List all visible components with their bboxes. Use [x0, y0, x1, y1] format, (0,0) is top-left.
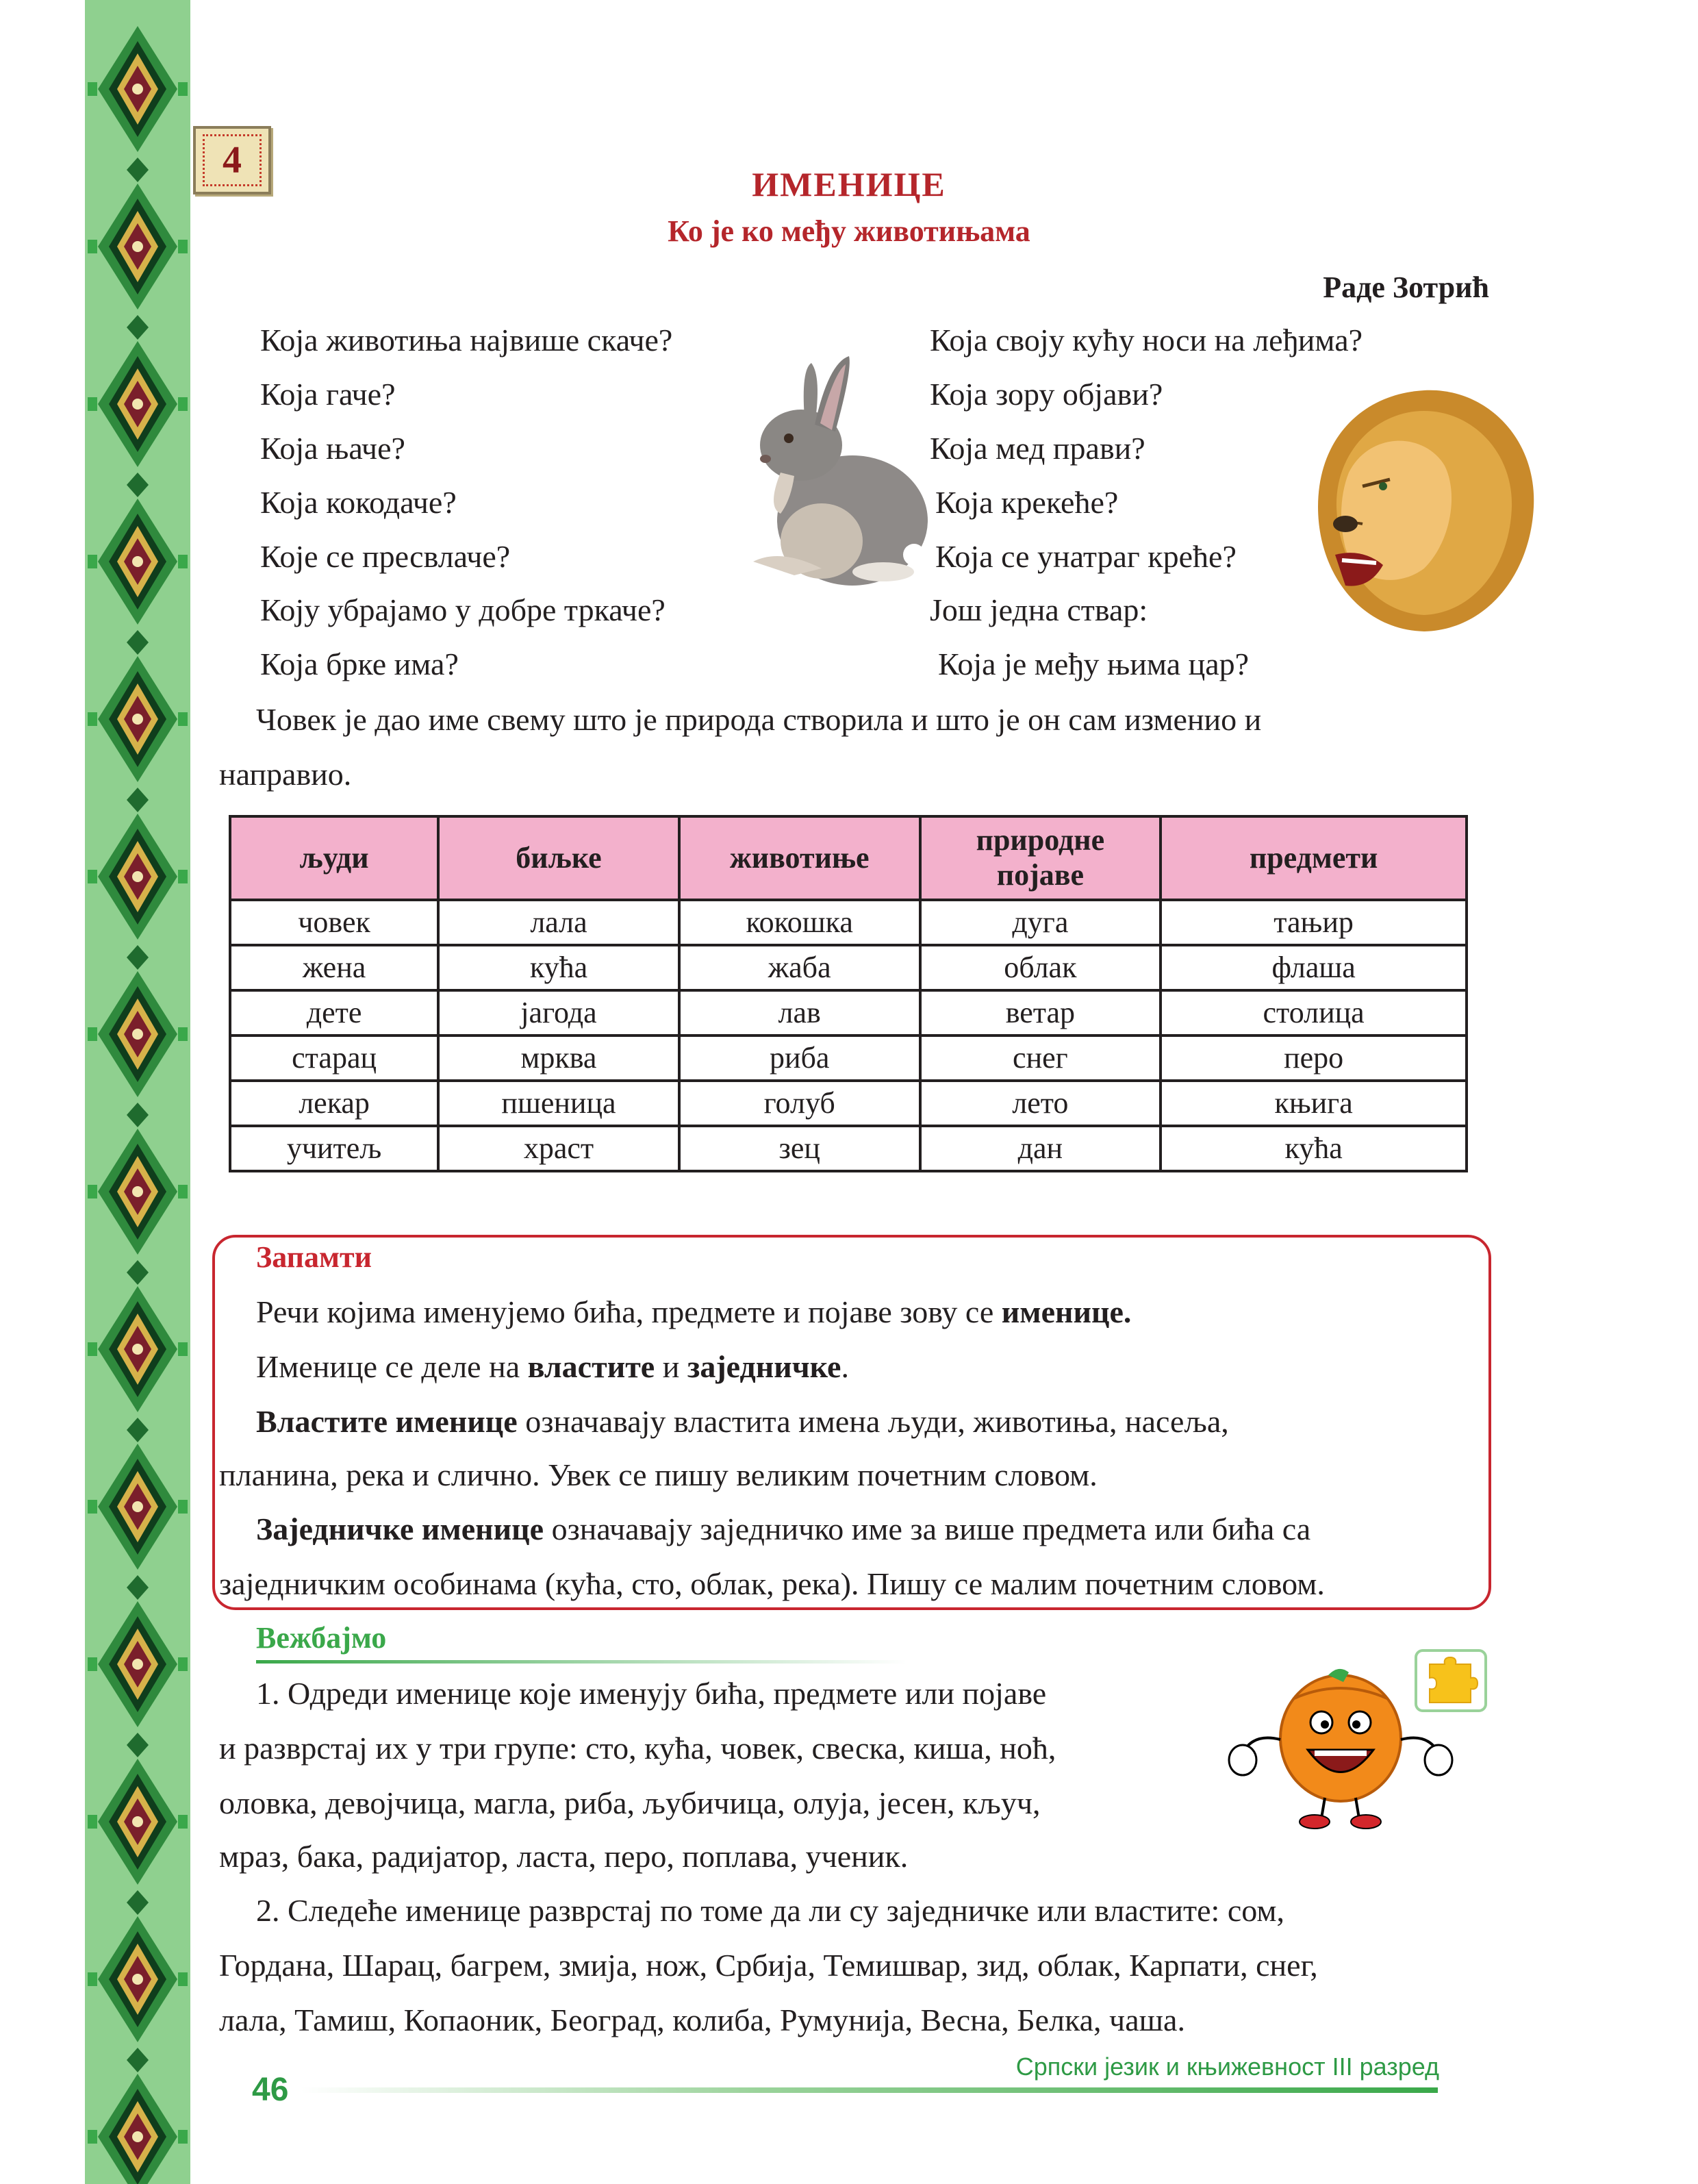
remember-text: Именице се деле на [256, 1349, 528, 1384]
ornament-motif [88, 656, 188, 812]
remember-text: . [841, 1349, 849, 1384]
ornament-motif [88, 971, 188, 1127]
table-cell: ветар [920, 990, 1161, 1035]
remember-text: Речи којима именујемо бића, предмете и појаве зову се [256, 1294, 1002, 1329]
practice-divider [256, 1660, 907, 1664]
table-cell: дан [920, 1126, 1161, 1171]
nouns-table [229, 815, 1468, 1172]
intro-line-1: Човек је дао име свему што је природа створила и што је он сам изменио и [256, 702, 1262, 737]
remember-line-2 [256, 1348, 849, 1385]
table-cell: лала [438, 900, 679, 945]
task-2-line-2: Гордана, Шарац, багрем, змија, нож, Србија, Темишвар, зид, облак, Карпати, снег, [219, 1948, 1318, 1983]
table-header-cell [920, 816, 1161, 900]
task-1-line-1: 1. Одреди именице које именују бића, предмете или појаве [256, 1676, 1047, 1711]
table-cell: лав [679, 990, 920, 1035]
table-header-row [230, 816, 1467, 900]
table-cell: снег [920, 1035, 1161, 1081]
remember-bold: Властите именице [256, 1404, 518, 1439]
table-header-text: природне појаве [976, 823, 1105, 892]
remember-bold: Заједничке именице [256, 1511, 544, 1546]
poem-line: Која кокодаче? [260, 485, 457, 520]
poem-line: Која њаче? [260, 431, 405, 466]
remember-bold: именице. [1001, 1294, 1132, 1329]
poem-line: Које се пресвлаче? [260, 539, 511, 574]
table-cell: човек [230, 900, 438, 945]
table-cell: облак [920, 945, 1161, 990]
book-title: Српски језик и књижевност III разред [1015, 2053, 1439, 2081]
table-cell: храст [438, 1126, 679, 1171]
page-number: 46 [252, 2072, 289, 2108]
poem-line: Која крекеће? [935, 485, 1119, 520]
table-cell: столица [1161, 990, 1467, 1035]
ornament-motif [88, 1129, 188, 1285]
remember-bold: заједничке [687, 1349, 841, 1384]
remember-title: Запамти [256, 1240, 372, 1274]
ornament-motif [88, 26, 188, 182]
poem-line: Коју убрајамо у добре тркаче? [260, 592, 666, 627]
remember-line-1 [256, 1294, 1131, 1330]
table-cell: књига [1161, 1081, 1467, 1126]
table-cell: старац [230, 1035, 438, 1081]
table-cell: жена [230, 945, 438, 990]
task-2-line-3: лала, Тамиш, Копаоник, Београд, колиба, Румунија, Весна, Белка, чаша. [219, 2003, 1185, 2037]
remember-text: означавају заједничко име за више предмета или бића са [544, 1511, 1311, 1546]
poem-title: Ко је ко међу животињама [668, 214, 1030, 248]
table-header-cell: биљке [438, 816, 679, 900]
lesson-number: 4 [223, 139, 242, 181]
ornament-motif [88, 499, 188, 655]
table-cell: дете [230, 990, 438, 1035]
poem-line: Која се унатраг креће? [935, 539, 1237, 574]
table-row [230, 945, 1467, 990]
task-1-line-2: и разврстај их у три групе: сто, кућа, човек, свеска, киша, ноћ, [219, 1731, 1056, 1766]
remember-text: и [655, 1349, 687, 1384]
table-cell: дуга [920, 900, 1161, 945]
table-cell: жаба [679, 945, 920, 990]
lesson-number-badge [193, 126, 271, 194]
table-cell: голуб [679, 1081, 920, 1126]
table-row [230, 1081, 1467, 1126]
table-cell: кућа [1161, 1126, 1467, 1171]
poem-line: Која брке има? [260, 647, 459, 681]
table-cell: перо [1161, 1035, 1467, 1081]
remember-line-3 [256, 1403, 1229, 1440]
table-cell: лекар [230, 1081, 438, 1126]
poem-author: Раде Зотрић [1323, 271, 1489, 304]
table-header-cell: животиње [679, 816, 920, 900]
table-cell: кокошка [679, 900, 920, 945]
table-cell: мрква [438, 1035, 679, 1081]
ornament-motif [88, 2074, 188, 2184]
ornament-motif [88, 1916, 188, 2072]
practice-title: Вежбајмо [256, 1621, 387, 1655]
table-cell: тањир [1161, 900, 1467, 945]
table-row [230, 990, 1467, 1035]
remember-line-6: заједничким особинама (кућа, сто, облак, река). Пишу се малим почетним словом. [219, 1566, 1325, 1601]
table-row [230, 1035, 1467, 1081]
table-cell: лето [920, 1081, 1161, 1126]
task-2-line-1: 2. Следеће именице разврстај по томе да ли су заједничке или властите: сом, [256, 1893, 1284, 1928]
footer-divider [301, 2087, 1438, 2093]
table-cell: учитељ [230, 1126, 438, 1171]
poem-line: Која мед прави? [930, 431, 1145, 466]
page-title: ИМЕНИЦЕ [752, 165, 946, 203]
remember-line-4: планина, река и слично. Увек се пишу великим почетним словом. [219, 1457, 1098, 1492]
poem-line: Још једна ствар: [930, 592, 1148, 627]
table-cell: флаша [1161, 945, 1467, 990]
table-header-cell: људи [230, 816, 438, 900]
intro-line-2: направио. [219, 757, 352, 792]
table-cell: пшеница [438, 1081, 679, 1126]
table-cell: риба [679, 1035, 920, 1081]
table-row [230, 900, 1467, 945]
ornament-motif [88, 1286, 188, 1442]
task-1-line-4: мраз, бака, радијатор, ласта, перо, поплава, ученик. [219, 1839, 909, 1874]
remember-bold: властите [527, 1349, 655, 1384]
poem-line: Која своју кућу носи на леђима? [930, 323, 1363, 357]
ornament-motif [88, 1444, 188, 1600]
poem-line: Која је међу њима цар? [938, 647, 1250, 681]
poem-line: Која животиња највише скаче? [260, 323, 673, 357]
table-row [230, 1126, 1467, 1171]
task-1-line-3: оловка, девојчица, магла, риба, љубичица, олуја, јесен, кључ, [219, 1785, 1041, 1820]
remember-text: означавају властита имена људи, животиња, насеља, [517, 1404, 1229, 1439]
decorative-sidebar [85, 0, 190, 2184]
ornament-pattern [85, 0, 190, 2184]
ornament-motif [88, 341, 188, 497]
table-cell: кућа [438, 945, 679, 990]
remember-line-5 [256, 1511, 1310, 1547]
table-cell: јагода [438, 990, 679, 1035]
ornament-motif [88, 184, 188, 340]
table-header-cell: предмети [1161, 816, 1467, 900]
rabbit-illustration [739, 349, 931, 589]
table-cell: зец [679, 1126, 920, 1171]
lion-illustration [1308, 384, 1541, 637]
ornament-motif [88, 814, 188, 970]
ornament-motif [88, 1601, 188, 1757]
poem-line: Која зору објави? [930, 377, 1163, 412]
mascot-illustration [1226, 1657, 1458, 1835]
ornament-motif [88, 1759, 188, 1915]
poem-line: Која гаче? [260, 377, 396, 412]
